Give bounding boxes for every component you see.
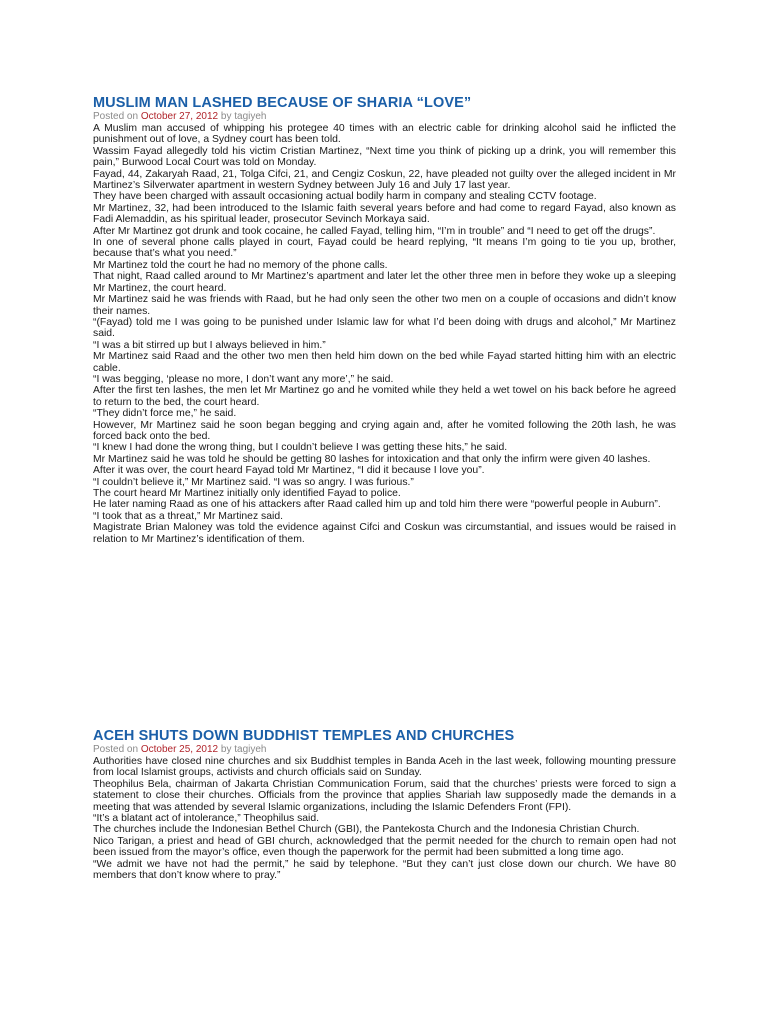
post-title-link[interactable]: MUSLIM MAN LASHED BECAUSE OF SHARIA “LOVE” — [93, 95, 472, 111]
post-paragraph: That night, Raad called around to Mr Martinez’s apartment and later let the other three men in before they woke up a sleeping Mr Martinez, the court heard. — [93, 271, 676, 294]
post-paragraph: However, Mr Martinez said he soon began begging and crying again and, after he vomited following the 20th lash, he was forced back onto the bed. — [93, 419, 676, 442]
post-article — [93, 728, 676, 881]
post-paragraph: Mr Martinez said he was friends with Raad, but he had only seen the other two men on a couple of occasions and didn’t know their names. — [93, 294, 676, 317]
post-paragraph: “I was begging, ‘please no more, I don’t want any more’,” he said. — [93, 373, 394, 385]
post-body — [93, 756, 676, 881]
post-paragraph: A Muslim man accused of whipping his protegee 40 times with an electric cable for drinking alcohol said he inflicted the punishment out of love, a Sydney court has been told. — [93, 123, 676, 146]
post-paragraph: “I took that as a threat,” Mr Martinez said. — [93, 510, 283, 522]
post-paragraph: After the first ten lashes, the men let Mr Martinez go and he vomited while they held a wet towel on his back before he agreed to return to the bed, the court heard. — [93, 385, 676, 408]
post-meta — [93, 744, 676, 756]
post-body — [93, 123, 676, 545]
post-paragraph: Nico Tarigan, a priest and head of GBI church, acknowledged that the permit needed for the church to remain open had not been issued from the mayor’s office, even though the paperwork for the permit had been submitted a long time ago. — [93, 835, 676, 859]
post-paragraph: He later naming Raad as one of his attackers after Raad called him up and told him there were “powerful people in Auburn”. — [93, 499, 661, 511]
post-paragraph: The churches include the Indonesian Bethel Church (GBI), the Pantekosta Church and the Indonesia Christian Church. — [93, 824, 640, 836]
post-date-link[interactable]: October 27, 2012 — [140, 111, 219, 122]
post-article — [93, 95, 676, 545]
post-paragraph: Magistrate Brian Maloney was told the evidence against Cifci and Coskun was circumstantial, and issues would be raised in relation to Mr Martinez’s identification of them. — [93, 522, 676, 545]
post-title-link[interactable]: ACEH SHUTS DOWN BUDDHIST TEMPLES AND CHURCHES — [93, 728, 515, 744]
post-paragraph: “We admit we have not had the permit,” he said by telephone. “But they can’t just close down our church. We have 80 members that don’t know where to pray.” — [93, 858, 676, 882]
post-paragraph: They have been charged with assault occasioning actual bodily harm in company and stealing CCTV footage. — [93, 191, 597, 203]
post-paragraph: Mr Martinez told the court he had no memory of the phone calls. — [93, 259, 388, 271]
posted-on-label: Posted on — [93, 744, 139, 755]
post-paragraph: Wassim Fayad allegedly told his victim Cristian Martinez, “Next time you think of picking up a drink, you will remember this pain,” Burwood Local Court was told on Monday. — [93, 145, 676, 169]
post-meta — [93, 111, 676, 123]
by-label: by — [220, 111, 232, 122]
post-author-link[interactable]: tagiyeh — [234, 744, 267, 755]
post-paragraph: “I knew I had done the wrong thing, but I couldn’t believe I was getting these hits,” he said. — [93, 442, 508, 454]
post-paragraph: “It’s a blatant act of intolerance,” Theophilus said. — [93, 813, 320, 825]
post-paragraph: Authorities have closed nine churches and six Buddhist temples in Banda Aceh in the last week, following mounting pressure from local Islamist groups, activists and church officials said on Sunday. — [93, 756, 676, 779]
by-label: by — [220, 744, 232, 755]
post-paragraph: “I couldn’t believe it,” Mr Martinez said. “I was so angry. I was furious.” — [93, 476, 414, 488]
post-paragraph: After Mr Martinez got drunk and took cocaine, he called Fayad, telling him, “I’m in trouble” and “I need to get off the drugs”. — [93, 225, 656, 237]
post-paragraph: After it was over, the court heard Fayad told Mr Martinez, “I did it because I love you”. — [93, 465, 485, 477]
posted-on-label: Posted on — [93, 111, 139, 122]
post-paragraph: Mr Martinez said he was told he should be getting 80 lashes for intoxication and that only the infirm were given 40 lashes. — [93, 453, 651, 465]
post-author-link[interactable]: tagiyeh — [234, 111, 267, 122]
post-paragraph: “They didn’t force me,” he said. — [93, 408, 237, 420]
post-paragraph: “I was a bit stirred up but I always believed in him.” — [93, 339, 326, 351]
post-paragraph: Fayad, 44, Zakaryah Raad, 21, Tolga Cifci, 21, and Cengiz Coskun, 22, have pleaded not guilty over the alleged incident in Mr Martinez’s Silverwater apartment in western Sydney between July 16 and July 17 last year. — [93, 168, 676, 192]
post-paragraph: The court heard Mr Martinez initially only identified Fayad to police. — [93, 488, 401, 499]
post-paragraph: “(Fayad) told me I was going to be punished under Islamic law for what I’d been doing with drugs and alcohol,” Mr Martinez said. — [93, 316, 676, 340]
post-paragraph: Mr Martinez said Raad and the other two men then held him down on the bed while Fayad started hitting him with an electric cable. — [93, 351, 676, 374]
post-paragraph: In one of several phone calls played in court, Fayad could be heard replying, “It means I’m going to tie you up, brother, because that’s what you need.” — [93, 237, 676, 260]
post-date-link[interactable]: October 25, 2012 — [140, 744, 219, 755]
post-paragraph: Theophilus Bela, chairman of Jakarta Christian Communication Forum, said that the churches’ priests were forced to sign a statement to close their churches. Officials from the province that applies Shariah law supposedly made the demands in a meeting that was attended by several Islamic organizations, including the Islamic Defenders Front (FPI). — [93, 778, 676, 813]
post-paragraph: Mr Martinez, 32, had been introduced to the Islamic faith several years before and had come to regard Fayad, also known as Fadi Alemaddin, as his spiritual leader, prosecutor Sevinch Morkaya said. — [93, 202, 676, 226]
